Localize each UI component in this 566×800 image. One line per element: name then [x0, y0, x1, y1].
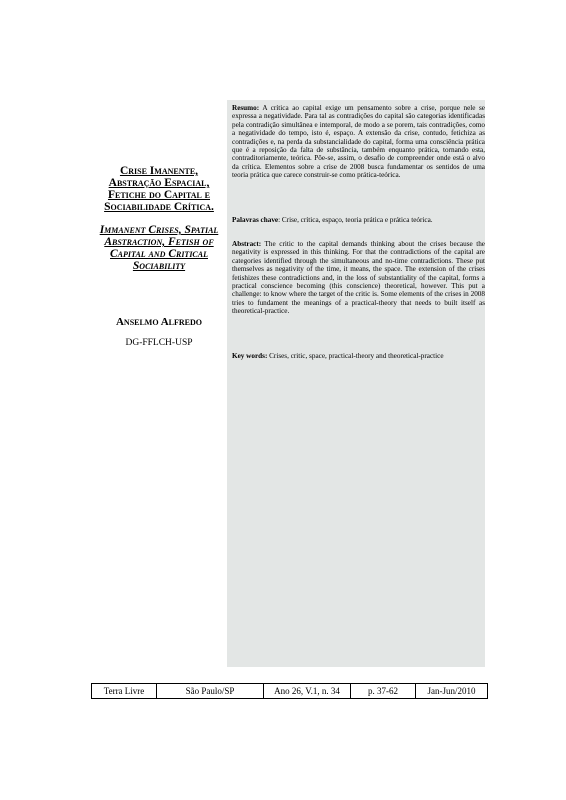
- footer-journal: Terra Livre: [92, 684, 157, 698]
- citation-footer: [91, 683, 488, 699]
- footer-date: Jan-Jun/2010: [427, 686, 476, 696]
- author-name: Anselmo Alfredo: [115, 316, 203, 328]
- resumo-text: A crítica ao capital exige um pensamento sobre a crise, porque nele se expressa a negatividade. Para tal as contradições do capital são categorias identificadas pela contradição simultânea e intemporal, de modo a se porem, tais contradições, como a negatividade do tempo, isto é, espaço. A extensão da crise, contudo, fetichiza as contradições e, na perda da substancialidade do capital, forma uma consciência prática que é a reposição da falta de substância, também enquanto prática, tornando esta, contraditoriamente, teórica. Põe-se, assim, o desafio de compreender onde está o alvo da crítica. Elementos sobre a crise de 2008 busca fundamentar os sentidos de uma teoria prática que carece construir-se como prática-teórica.: [232, 104, 486, 180]
- key-words-block: [232, 352, 485, 360]
- key-words-text: Crises, critic, space, practical-theory and theoretical-practice: [269, 352, 444, 360]
- abstract-text: The critic to the capital demands thinking about the crises because the negativity is expressed in this thinking. For that the contradictions of the capital are categories identified through the simultaneous and no-time contradictions. These put themselves as negativity of the time, it means, the space. The extension of the crises fetishizes these contradictions and, in the loss of substantiality of the capital, forms a practical conscience becoming (this conscience) theoretical, however. This put a challenge: to know where the target of the critic is. Some elements of the crises in 2008 tries to fundament the meanings of a practical-theory that needs to built itself as theoretical-practice.: [232, 240, 485, 316]
- title-portuguese: Crise Imanente, Abstração Espacial, Fetiche do Capital e Sociabilidade Crítica.: [104, 165, 214, 213]
- title-english: Immanent Crises, Spatial Abstraction, Fetish of Capital and Critical Sociability: [99, 224, 219, 272]
- footer-pages: p. 37-62: [351, 684, 416, 698]
- abstract-label: Abstract:: [232, 240, 262, 248]
- palavras-chave-text: : Crise, crítica, espaço, teoria prática e prática teórica.: [278, 216, 433, 224]
- palavras-chave-block: [232, 216, 485, 224]
- resumo-label: Resumo:: [232, 104, 260, 112]
- resumo-block: [232, 104, 485, 180]
- key-words-label: Key words:: [232, 352, 268, 360]
- abstract-panel: [227, 100, 485, 667]
- footer-city: São Paulo/SP: [157, 684, 264, 698]
- title-column: [98, 165, 220, 348]
- palavras-chave-label: Palavras chave: [232, 216, 279, 224]
- author-affiliation: DG-FFLCH-USP: [125, 338, 193, 348]
- footer-volume: Ano 26, V.1, n. 34: [264, 684, 351, 698]
- abstract-block: [232, 240, 485, 316]
